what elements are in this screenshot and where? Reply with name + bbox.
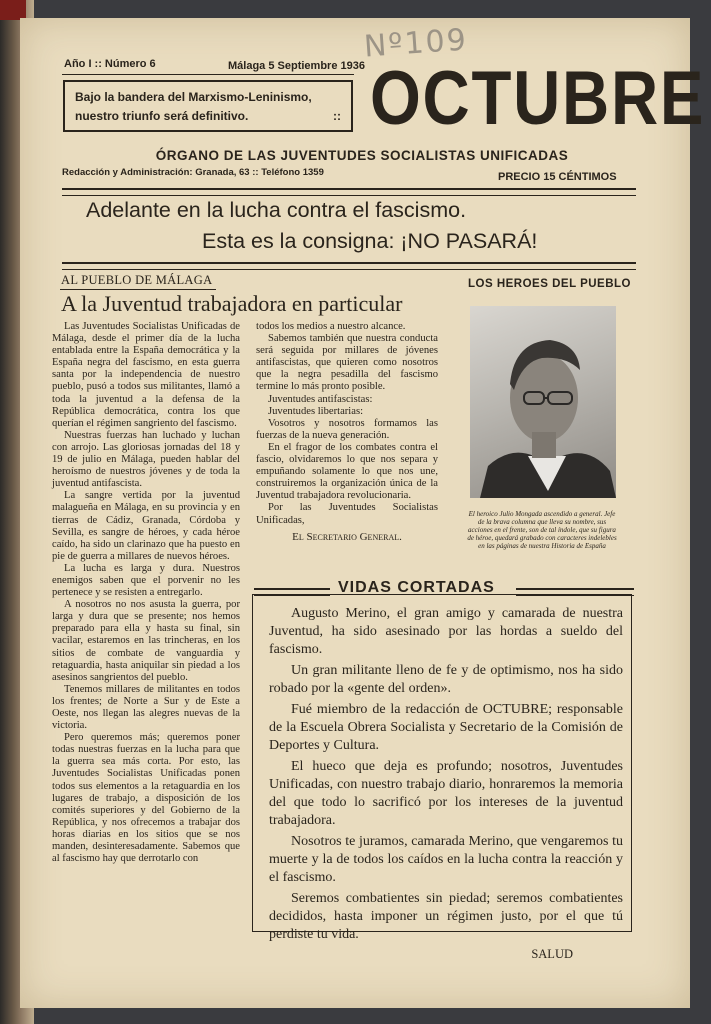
portrait-figure (470, 306, 616, 498)
paragraph: Por las Juventudes Socialistas Unificadas, (256, 502, 438, 526)
paragraph: Juventudes libertarias: (268, 405, 364, 417)
red-tab (0, 0, 26, 20)
vidas-closing: SALUD (531, 947, 573, 961)
subtitle: ÓRGANO DE LAS JUVENTUDES SOCIALISTAS UNIFICADAS (155, 148, 569, 163)
vidas-title: VIDAS CORTADAS (338, 579, 495, 596)
paragraph: Sabemos también que nuestra conducta será seguida por millares de jóvenes antifascistas, que quieren como nosotros que la negra pesadilla del fascismo termine lo más pronto posible. (256, 333, 438, 393)
motto-box (63, 80, 353, 132)
issue-date: Málaga 5 Septiembre 1936 (228, 60, 365, 72)
price: PRECIO 15 CÉNTIMOS (498, 171, 617, 183)
article-column-2 (256, 321, 438, 543)
paragraph: La sangre vertida por la juventud malagueña en Málaga, en su provincia y en tierras de Cádiz, Granada, Córdoba y Sevilla, es sangre de héroes, y cada héroe caído, ha sido un clarinazo que ha puesto en pie de guerra a millares de nuevos héroes. (52, 490, 240, 562)
paragraph: La lucha es larga y dura. Nuestros enemigos saben que el porvenir no les pertenece y se resisten a entregarlo. (52, 562, 240, 599)
article-signature: El Secretario General. (292, 530, 402, 543)
banner-line-1: Adelante en la lucha contra el fascismo. (86, 198, 467, 222)
banner-line-2: Esta es la consigna: ¡NO PASARÁ! (202, 229, 538, 253)
paragraph: En el fragor de los combates contra el fascio, olvidaremos lo que nos separa y empuñando solamente lo que nos une, construiremos la organización única de la Juventud trabajadora revolucionaria. (256, 441, 438, 502)
paragraph: El hueco que deja es profundo; nosotros, Juventudes Unificadas, con nuestro trabajo diario, honraremos la memoria del que todo lo sacrificó por los intereses de la juventud trabajadora. (269, 759, 623, 828)
paragraph: Seremos combatientes sin piedad; seremos combatientes decididos, hasta imponer un régimen justo, por el que tú perdiste tu vida. (269, 891, 623, 942)
heroes-title: LOS HEROES DEL PUEBLO (468, 278, 632, 290)
paragraph: todos los medios a nuestro alcance. (256, 321, 406, 332)
paragraph: Vosotros y nosotros formamos las fuerzas de la nueva generación. (256, 417, 438, 441)
newspaper-title: OCTUBRE (370, 56, 706, 141)
issue-line: Año I :: Número 6 (64, 58, 156, 70)
paragraph: A nosotros no nos asusta la guerra, por larga y dura que se presente; nos hemos preparado para ella y hasta su final, sin vacilar, estaremos en las trincheras, en los sitios de combate de vanguardia y retaguardia, hasta aniquilar sin piedad a los asesinos sangrientos del pueblo. (52, 599, 240, 683)
paragraph: Augusto Merino, el gran amigo y camarada de nuestra Juventud, ha sido asesinado por las hordas a sueldo del fascismo. (269, 606, 623, 657)
article-headline: A la Juventud trabajadora en particular (61, 291, 403, 316)
paragraph: Pero queremos más; queremos poner todas nuestras fuerzas en la lucha para que la guerra sea más corta. Por esto, las Juventudes Socialistas Unificadas ponen todos sus elementos a la retaguardia en los lugares de trabajo, a disposición de los comités superiores y del Gobierno de la República, y nos ofrecemos a trabajar dos horas diarias en los sitios que se nos manden, desinteresadamente. Sabemos que al fascismo hay que derrotarlo con (52, 732, 240, 865)
paragraph: Juventudes antifascistas: (268, 393, 373, 405)
hero-portrait (470, 306, 616, 498)
article-column-1 (52, 321, 240, 865)
paragraph: Tenemos millares de militantes en todos los frentes; de Norte a Sur y de Este a Oeste, nos llegan las alegres nuevas de la victoria. (52, 683, 240, 732)
hero-caption: El heroico Julio Mongada ascendido a general. Jefe de la brava columna que lleva su nombre, sus acciones en el frente, son de tal índole, que su figura de héroe, quedará grabado con caracteres indelebles en las páginas de nuestra Historia de España (467, 510, 617, 550)
header-rule (62, 74, 354, 75)
paragraph: Fué miembro de la redacción de OCTUBRE; responsable de la Escuela Obrera Socialista y Secretario de la Comisión de Deportes y Cultura. (269, 702, 623, 753)
motto-line-2: nuestro triunfo será definitivo. (75, 109, 249, 123)
banner-double-rule (62, 262, 636, 270)
vidas-box (252, 594, 632, 961)
paragraph: Un gran militante lleno de fe y de optimismo, nos ha sido robado por la «gente del orden». (269, 663, 623, 696)
kicker-rule (60, 289, 216, 290)
handwritten-number: Nº109 (362, 22, 469, 65)
paragraph: Nuestras fuerzas han luchado y luchan con arrojo. Las gloriosas jornadas del 18 y 19 de julio en Málaga, pueden hablar del heroísmo de nuestros jóvenes y de toda la juventud antifascista. (52, 429, 240, 490)
newspaper-page (20, 18, 706, 1008)
address-line: Redacción y Administración: Granada, 63 :: Teléfono 1359 (62, 167, 324, 178)
paragraph: Nosotros te juramos, camarada Merino, que vengaremos tu muerte y la de todos los caídos en la lucha contra la reacción y el fascismo. (269, 834, 623, 885)
paragraph: Las Juventudes Socialistas Unificadas de Málaga, desde el primer día de la lucha entablada entre la España democrática y la España negra del fascismo, en esta guerra santa por la independencia de nuestro pueblo, pusó a todos sus militantes, llamó a toda la juventud a la defensa de la República democrática, contra los que querían el régimen sangriento del fascismo. (52, 321, 240, 429)
motto-mark: :: (333, 109, 341, 123)
motto-line-1: Bajo la bandera del Marxismo-Leninismo, (75, 90, 312, 104)
header-double-rule (62, 188, 636, 196)
article-kicker: AL PUEBLO DE MÁLAGA (61, 273, 213, 287)
